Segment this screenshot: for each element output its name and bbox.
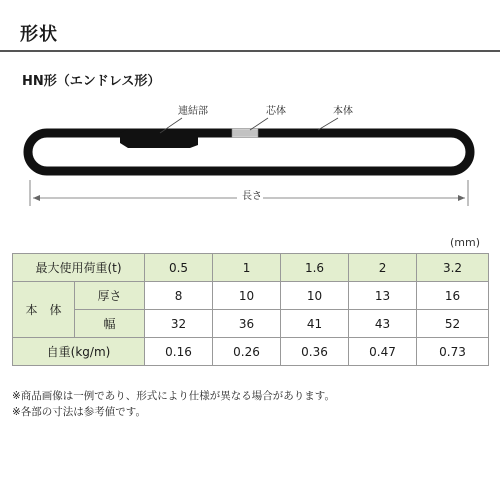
thickness-cell: 10 xyxy=(213,282,281,310)
body-leader xyxy=(318,118,338,130)
load-cell: 2 xyxy=(349,254,417,282)
body-header: 本 体 xyxy=(13,282,75,338)
width-cell: 52 xyxy=(417,310,489,338)
table-row-width xyxy=(13,310,489,338)
core-label: 芯体 xyxy=(266,106,286,117)
sling-type-title: HN形（エンドレス形） xyxy=(22,74,161,89)
load-cell: 1.6 xyxy=(281,254,349,282)
weight-cell: 0.16 xyxy=(145,338,213,366)
unit-label: (mm) xyxy=(449,236,480,249)
sling-loop xyxy=(28,133,470,171)
width-cell: 36 xyxy=(213,310,281,338)
note-line: ※商品画像は一例であり、形式により仕様が異なる場合があります。 xyxy=(12,390,335,402)
core-leader xyxy=(250,118,268,130)
load-cell: 1 xyxy=(213,254,281,282)
weight-cell: 0.36 xyxy=(281,338,349,366)
title-divider xyxy=(0,50,500,52)
note-line: ※各部の寸法は参考値です。 xyxy=(12,406,146,418)
width-cell: 41 xyxy=(281,310,349,338)
width-cell: 32 xyxy=(145,310,213,338)
page-title: 形状 xyxy=(20,24,58,45)
weight-cell: 0.47 xyxy=(349,338,417,366)
thickness-cell: 16 xyxy=(417,282,489,310)
load-cell: 3.2 xyxy=(417,254,489,282)
length-label: 長さ xyxy=(242,191,262,202)
thickness-cell: 10 xyxy=(281,282,349,310)
body-label: 本体 xyxy=(333,106,353,117)
connector-shape xyxy=(120,129,198,148)
thickness-header: 厚さ xyxy=(75,282,145,310)
table-row-weight xyxy=(13,338,489,366)
thickness-cell: 13 xyxy=(349,282,417,310)
connector-label: 連結部 xyxy=(178,106,208,117)
load-header: 最大使用荷重(t) xyxy=(13,254,145,282)
width-header: 幅 xyxy=(75,310,145,338)
load-cell: 0.5 xyxy=(145,254,213,282)
spec-table xyxy=(12,253,489,366)
table-row-load xyxy=(13,254,489,282)
weight-header: 自重(kg/m) xyxy=(13,338,145,366)
weight-cell: 0.73 xyxy=(417,338,489,366)
sling-diagram xyxy=(0,100,500,215)
table-row-thickness xyxy=(13,282,489,310)
width-cell: 43 xyxy=(349,310,417,338)
notes xyxy=(12,388,335,420)
thickness-cell: 8 xyxy=(145,282,213,310)
weight-cell: 0.26 xyxy=(213,338,281,366)
